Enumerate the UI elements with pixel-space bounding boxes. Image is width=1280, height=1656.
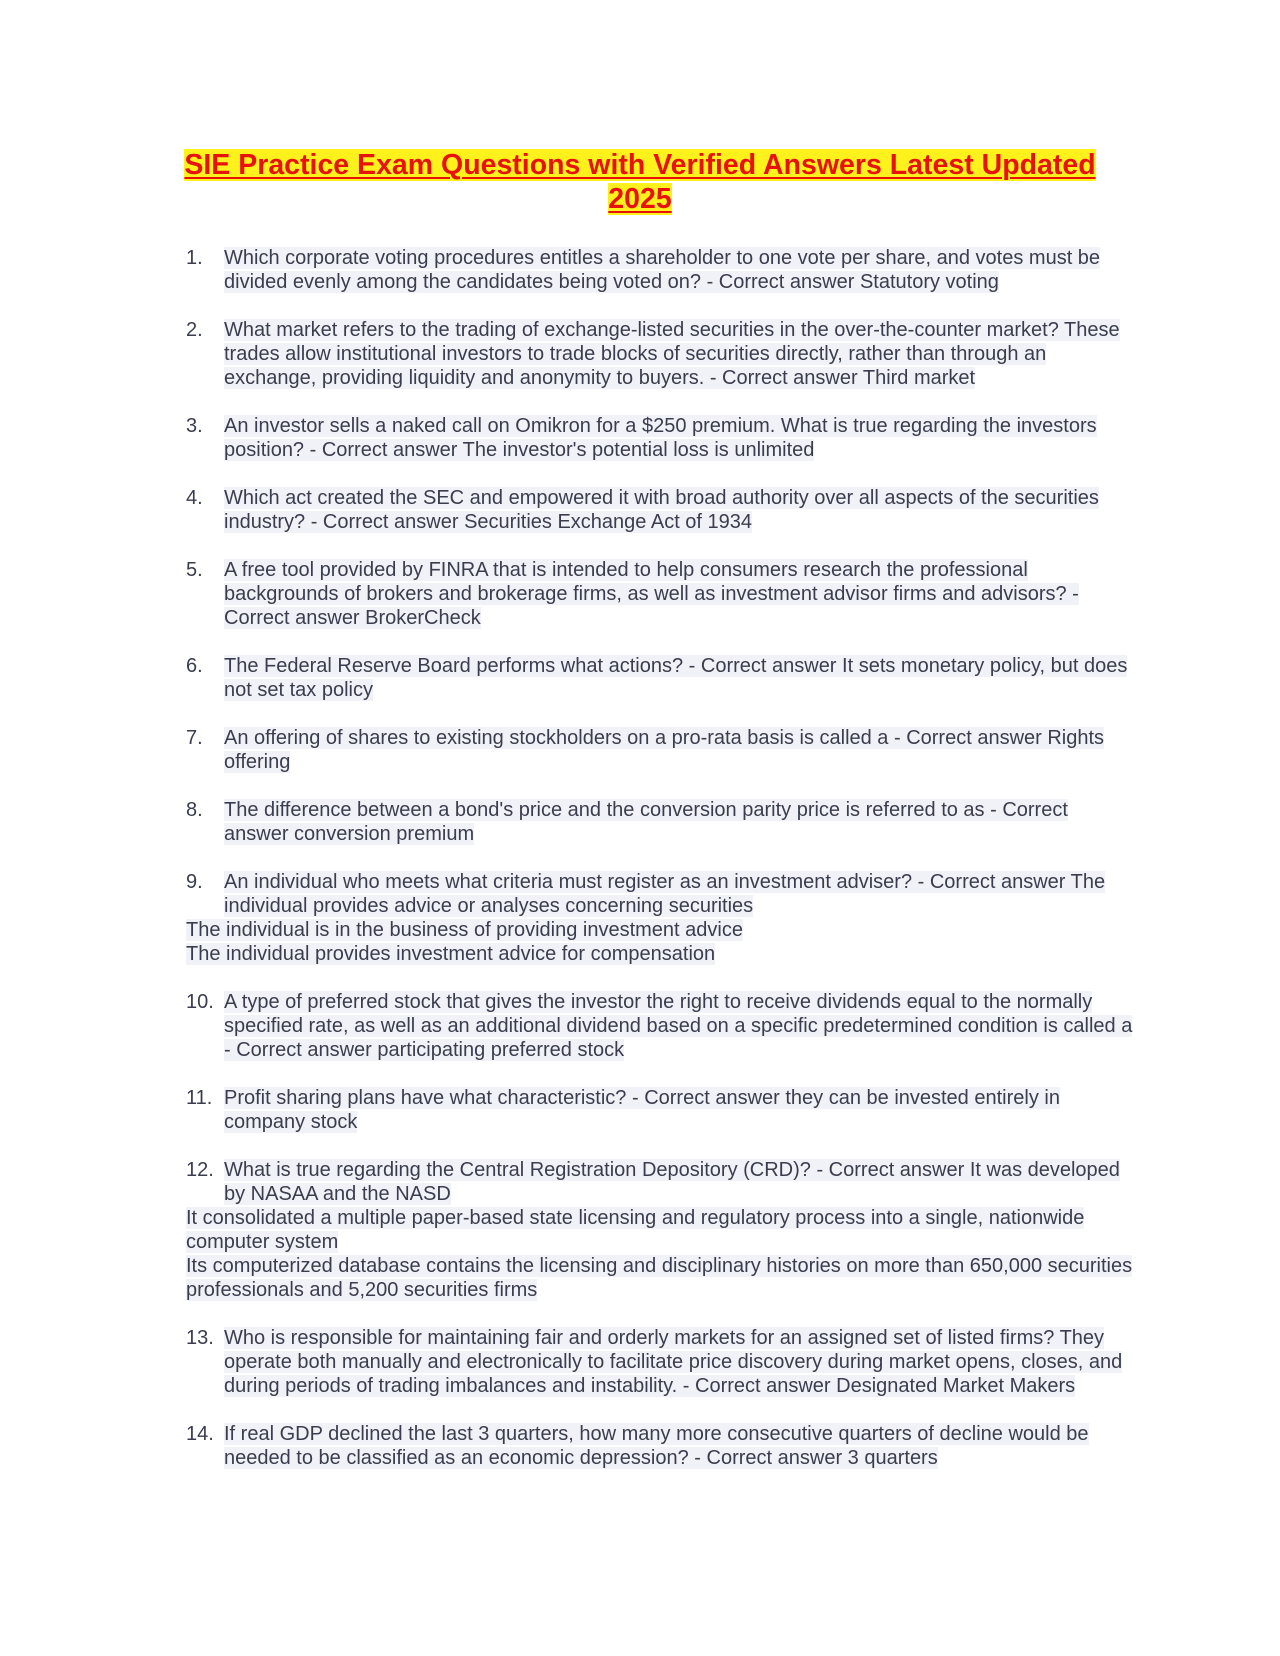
question-number: 12. <box>186 1159 214 1181</box>
answer-continuation-text: The individual is in the business of providing investment advice <box>186 919 743 941</box>
question-item <box>186 726 1136 774</box>
answer-continuation-text: Its computerized database contains the licensing and disciplinary histories on more than 650,000 securities professionals and 5,200 securities firms <box>186 1255 1133 1301</box>
answer-continuation-text: The individual provides investment advice for compensation <box>186 943 716 965</box>
question-item <box>186 654 1136 702</box>
question-item <box>186 414 1136 462</box>
question-text-wrapper <box>224 1326 1136 1398</box>
question-text-wrapper <box>224 318 1136 390</box>
document-title-text: SIE Practice Exam Questions with Verified Answers Latest Updated 2025 <box>184 149 1096 215</box>
question-text: A type of preferred stock that gives the investor the right to receive dividends equal to the normally specified rate, as well as an additional dividend based on a specific predetermined condition is called a - Correct answer participating preferred stock <box>224 991 1133 1061</box>
question-number: 1. <box>186 247 203 269</box>
question-item <box>186 318 1136 390</box>
question-text-wrapper <box>224 870 1136 918</box>
question-text: An individual who meets what criteria must register as an investment adviser? - Correct answer The individual provides advice or analyses concerning securities <box>224 871 1106 917</box>
question-text: Which corporate voting procedures entitles a shareholder to one vote per share, and votes must be divided evenly among the candidates being voted on? - Correct answer Statutory voting <box>224 247 1101 293</box>
question-number: 13. <box>186 1327 214 1349</box>
document-title <box>160 148 1120 216</box>
question-text: Which act created the SEC and empowered it with broad authority over all aspects of the securities industry? - Correct answer Securities Exchange Act of 1934 <box>224 487 1099 533</box>
question-item <box>186 1086 1136 1134</box>
question-item <box>186 558 1136 630</box>
answer-continuation-line <box>186 942 1136 966</box>
question-item <box>186 246 1136 294</box>
question-item <box>186 1158 1136 1302</box>
question-text-wrapper <box>224 486 1136 534</box>
question-list <box>186 246 1136 1494</box>
question-text-wrapper <box>224 726 1136 774</box>
question-number: 11. <box>186 1087 213 1109</box>
question-item <box>186 486 1136 534</box>
question-number: 9. <box>186 871 203 893</box>
question-number: 14. <box>186 1423 214 1445</box>
question-text-wrapper <box>224 1086 1136 1134</box>
question-text: The difference between a bond's price and the conversion parity price is referred to as - Correct answer conversion premium <box>224 799 1068 845</box>
answer-continuation-line <box>186 1254 1136 1302</box>
question-text-wrapper <box>224 990 1136 1062</box>
question-number: 5. <box>186 559 203 581</box>
question-text-wrapper <box>224 414 1136 462</box>
answer-continuation-line <box>186 918 1136 942</box>
question-text-wrapper <box>224 246 1136 294</box>
question-text-wrapper <box>224 1158 1136 1206</box>
answer-continuation-line <box>186 1206 1136 1254</box>
question-text: The Federal Reserve Board performs what actions? - Correct answer It sets monetary policy, but does not set tax policy <box>224 655 1128 701</box>
question-text-wrapper <box>224 1422 1136 1470</box>
question-number: 10. <box>186 991 214 1013</box>
question-text: Profit sharing plans have what characteristic? - Correct answer they can be invested entirely in company stock <box>224 1087 1060 1133</box>
question-text: What is true regarding the Central Registration Depository (CRD)? - Correct answer It was developed by NASAA and the NASD <box>224 1159 1120 1205</box>
question-item <box>186 1326 1136 1398</box>
question-item <box>186 798 1136 846</box>
question-number: 8. <box>186 799 203 821</box>
question-item <box>186 990 1136 1062</box>
question-text: A free tool provided by FINRA that is intended to help consumers research the professional backgrounds of brokers and brokerage firms, as well as investment advisor firms and advisors? - Correct answer BrokerCheck <box>224 559 1079 629</box>
question-text: An offering of shares to existing stockholders on a pro-rata basis is called a - Correct answer Rights offering <box>224 727 1105 773</box>
question-text: What market refers to the trading of exchange-listed securities in the over-the-counter market? These trades allow institutional investors to trade blocks of securities directly, rather than through an exchange, providing liquidity and anonymity to buyers. - Correct answer Third market <box>224 319 1120 389</box>
question-item <box>186 1422 1136 1470</box>
question-number: 3. <box>186 415 203 437</box>
question-number: 2. <box>186 319 203 341</box>
question-text: Who is responsible for maintaining fair and orderly markets for an assigned set of listed firms? They operate both manually and electronically to facilitate price discovery during market opens, closes, and during periods of trading imbalances and instability. - Correct answer Designated Market Makers <box>224 1327 1123 1397</box>
question-number: 7. <box>186 727 203 749</box>
question-text: An investor sells a naked call on Omikron for a $250 premium. What is true regarding the investors position? - Correct answer The investor's potential loss is unlimited <box>224 415 1097 461</box>
question-number: 6. <box>186 655 203 677</box>
question-number: 4. <box>186 487 203 509</box>
question-text-wrapper <box>224 654 1136 702</box>
question-text-wrapper <box>224 798 1136 846</box>
question-item <box>186 870 1136 966</box>
question-text-wrapper <box>224 558 1136 630</box>
question-text: If real GDP declined the last 3 quarters, how many more consecutive quarters of decline would be needed to be classified as an economic depression? - Correct answer 3 quarters <box>224 1423 1089 1469</box>
answer-continuation-text: It consolidated a multiple paper-based state licensing and regulatory process into a single, nationwide computer system <box>186 1207 1085 1253</box>
